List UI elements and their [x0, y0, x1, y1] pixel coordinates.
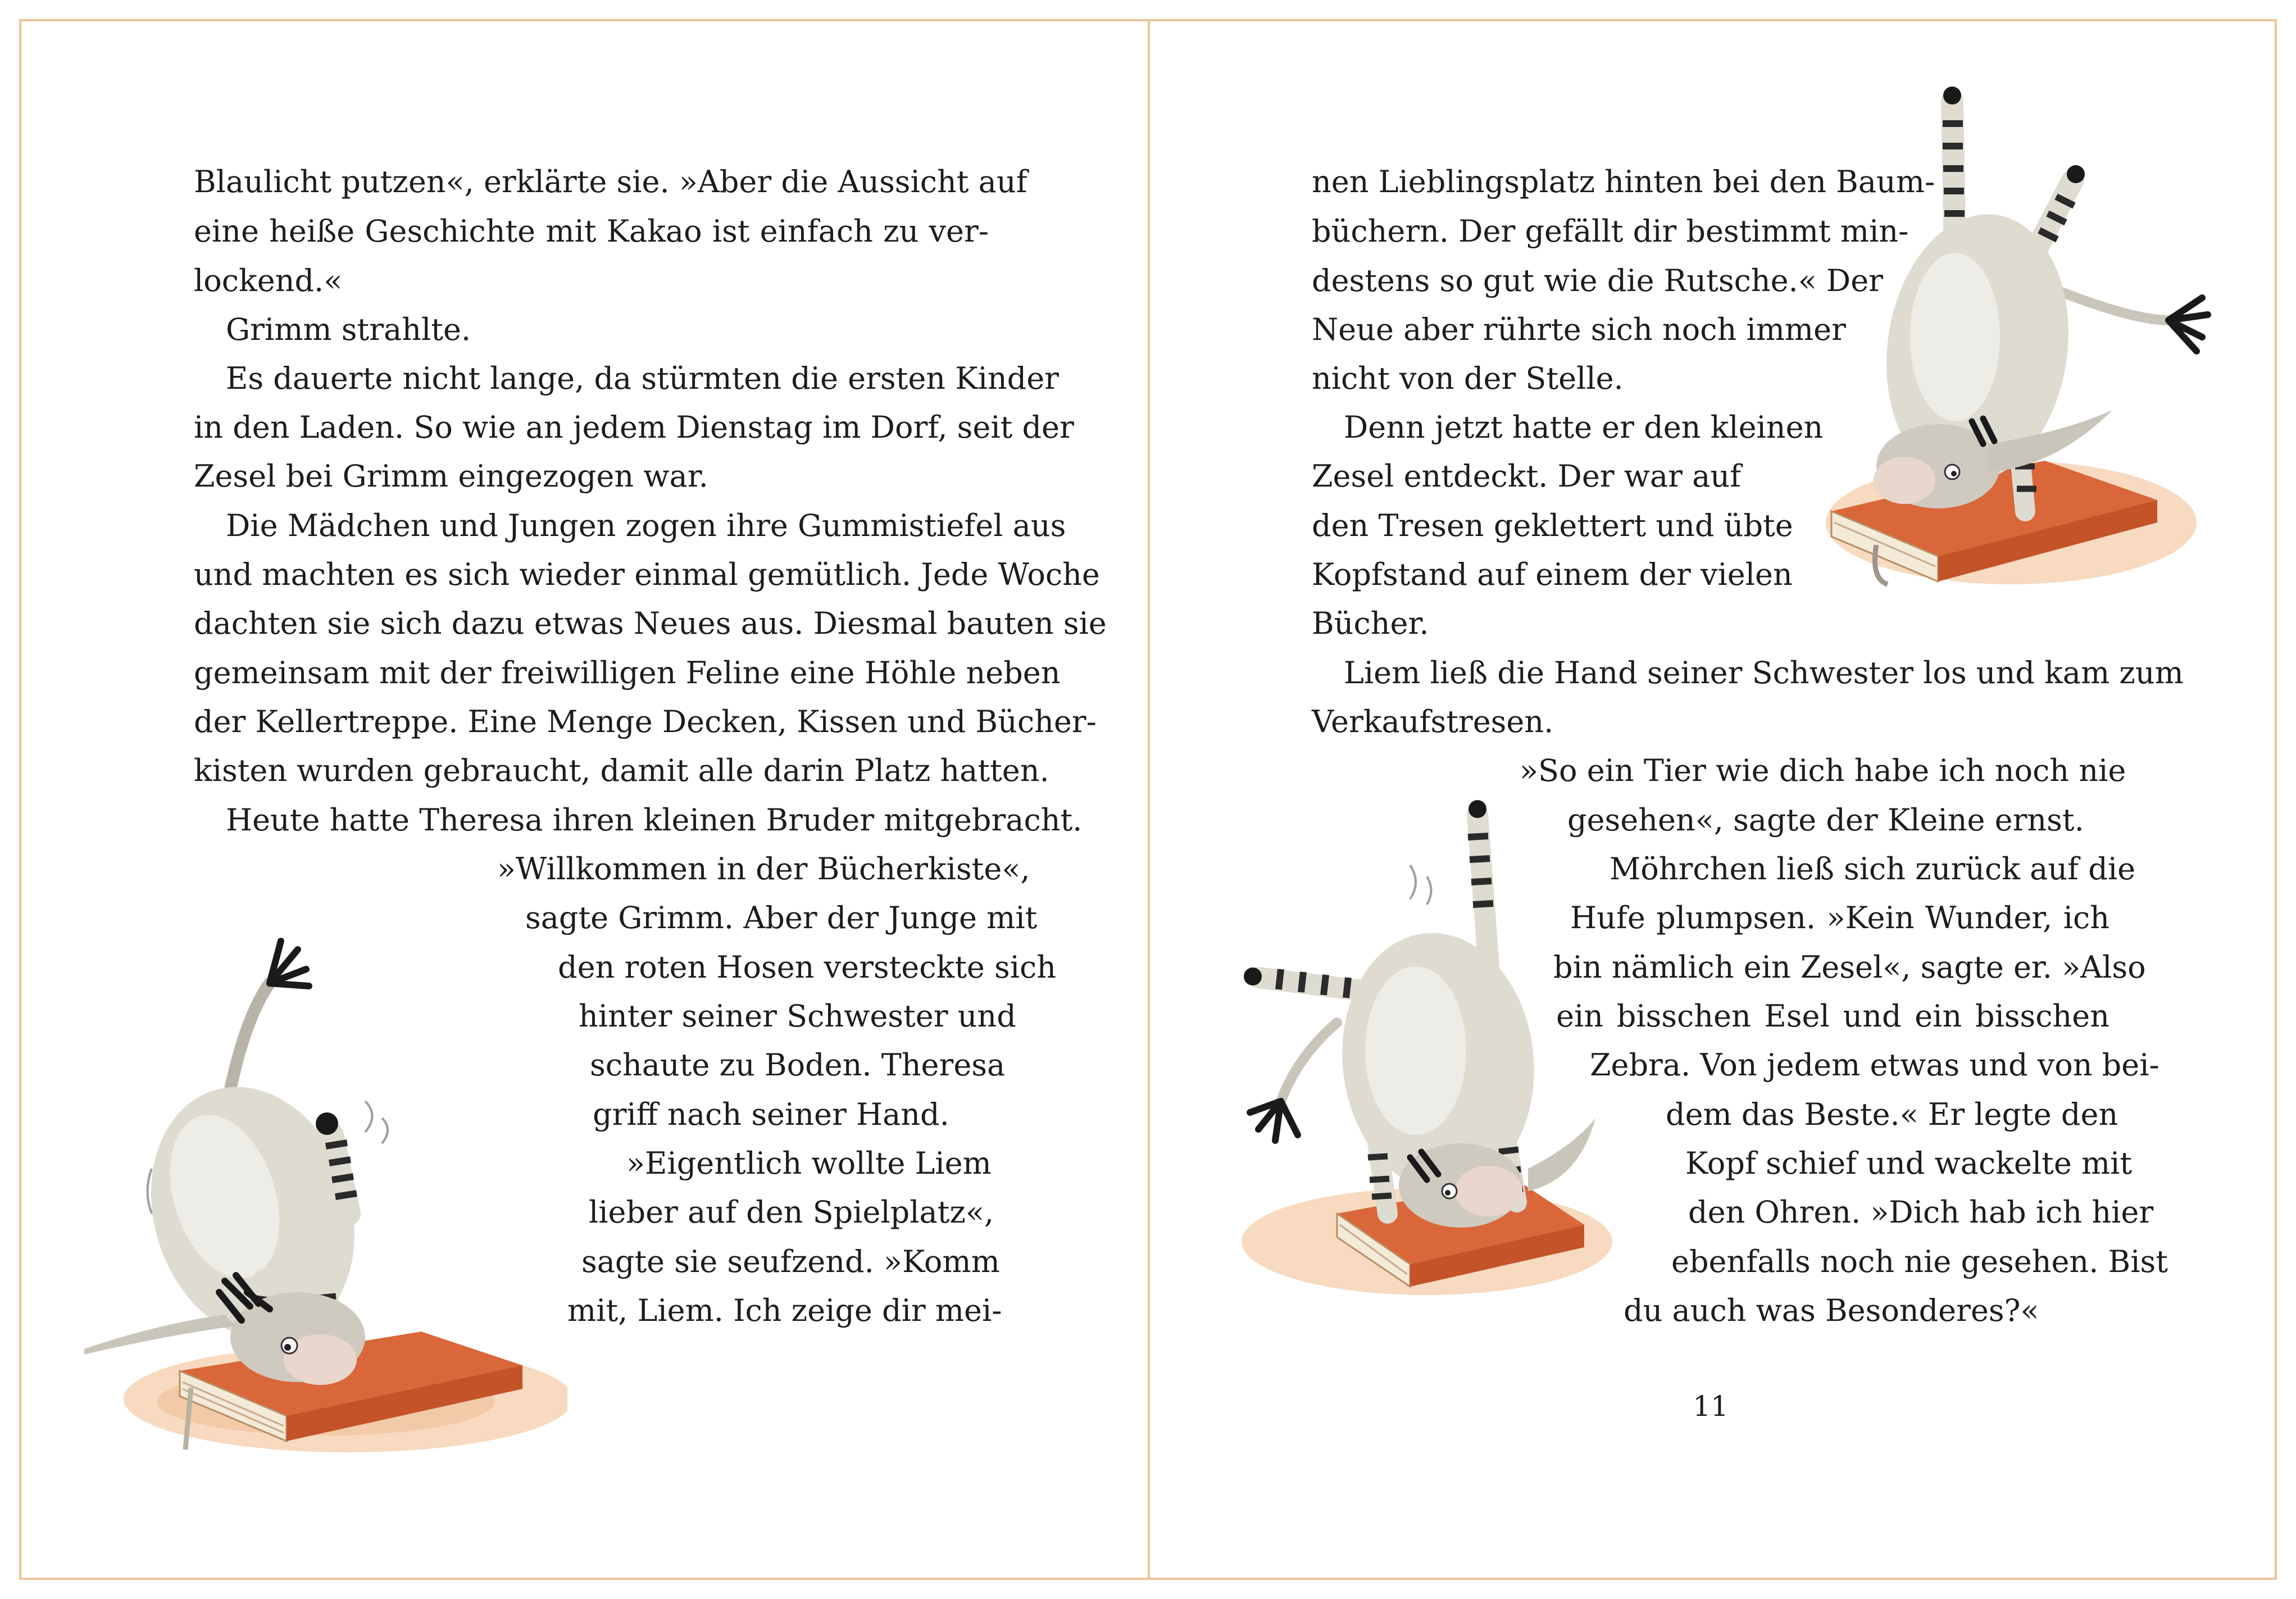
text-line: Die Mädchen und Jungen zogen ihre Gummistiefel aus [226, 508, 1066, 543]
text-line: eine heiße Geschichte mit Kakao ist einfach zu ver- [194, 213, 989, 249]
text-line: dachten sie sich dazu etwas Neues aus. Diesmal bauten sie [194, 606, 1107, 641]
zesel-headstand-top-right-illustration [1820, 84, 2258, 607]
zesel-headstand-bottom-right-illustration [1225, 798, 1652, 1303]
text-line: schaute zu Boden. Theresa [590, 1047, 1006, 1083]
text-line: »Willkommen in der Bücherkiste«, [497, 851, 1030, 887]
text-line: Blaulicht putzen«, erklärte sie. »Aber die Aussicht auf [194, 164, 1027, 199]
text-line: Es dauerte nicht lange, da stürmten die ersten Kinder [226, 361, 1059, 396]
text-line: nicht von der Stelle. [1312, 361, 1624, 396]
text-line: und machten es sich wieder einmal gemütlich. Jede Woche [194, 557, 1100, 592]
text-line: Kopf schief und wackelte mit [1685, 1146, 2133, 1181]
text-line: griff nach seiner Hand. [593, 1097, 949, 1132]
text-line: Liem ließ die Hand seiner Schwester los und kam zum [1344, 655, 2184, 691]
text-line: in den Laden. So wie an jedem Dienstag im Dorf, seit der [194, 410, 1074, 445]
text-line: lieber auf den Spielplatz«, [589, 1194, 994, 1230]
text-line: Neue aber rührte sich noch immer [1312, 312, 1846, 347]
text-line: den Ohren. »Dich hab ich hier [1688, 1194, 2154, 1230]
zesel-headstand-left-illustration [84, 933, 567, 1466]
text-line: gemeinsam mit der freiwilligen Feline eine Höhle neben [194, 655, 1061, 691]
text-line: mit, Liem. Ich zeige dir mei- [567, 1293, 1002, 1328]
text-line: »So ein Tier wie dich habe ich noch nie [1520, 753, 2126, 788]
text-line: Zesel bei Grimm eingezogen war. [194, 458, 708, 494]
text-line: »Eigentlich wollte Liem [626, 1146, 992, 1181]
text-line: du auch was Besonderes?« [1624, 1293, 2039, 1328]
text-line: gesehen«, sagte der Kleine ernst. [1567, 802, 2084, 838]
text-line: Hufe plumpsen. »Kein Wunder, ich [1570, 900, 2109, 935]
text-line: Zebra. Von jedem etwas und von bei- [1590, 1047, 2159, 1083]
text-line: den Tresen geklettert und übte [1312, 508, 1793, 543]
text-line: ein bisschen Esel und ein bisschen [1556, 998, 2109, 1034]
text-line: Denn jetzt hatte er den kleinen [1344, 410, 1824, 445]
text-line: Heute hatte Theresa ihren kleinen Bruder mitgebracht. [226, 802, 1083, 838]
text-line: Möhrchen ließ sich zurück auf die [1610, 851, 2136, 887]
text-line: nen Lieblingsplatz hinten bei den Baum- [1312, 164, 1935, 199]
text-line: Zesel entdeckt. Der war auf [1312, 458, 1742, 494]
text-line: destens so gut wie die Rutsche.« Der [1312, 263, 1883, 298]
text-line: kisten wurden gebraucht, damit alle darin Platz hatten. [194, 753, 1049, 788]
text-line: dem das Beste.« Er legte den [1666, 1097, 2118, 1132]
text-line: Kopfstand auf einem der vielen [1312, 557, 1793, 592]
text-line: den roten Hosen versteckte sich [558, 950, 1057, 985]
text-line: büchern. Der gefällt dir bestimmt min- [1312, 213, 1909, 249]
text-line: sagte Grimm. Aber der Junge mit [525, 900, 1038, 935]
text-line: der Kellertreppe. Eine Menge Decken, Kissen und Bücher- [194, 704, 1097, 739]
text-line: Bücher. [1312, 606, 1429, 641]
text-line: hinter seiner Schwester und [579, 998, 1016, 1034]
text-line: bin nämlich ein Zesel«, sagte er. »Also [1553, 950, 2146, 985]
text-line: Grimm strahlte. [226, 312, 471, 347]
text-line: sagte sie seufzend. »Komm [581, 1244, 1000, 1279]
text-line: ebenfalls noch nie gesehen. Bist [1671, 1244, 2168, 1279]
page-number: 11 [1693, 1390, 1729, 1423]
text-line: lockend.« [194, 263, 343, 298]
text-line: Verkaufstresen. [1312, 704, 1554, 739]
